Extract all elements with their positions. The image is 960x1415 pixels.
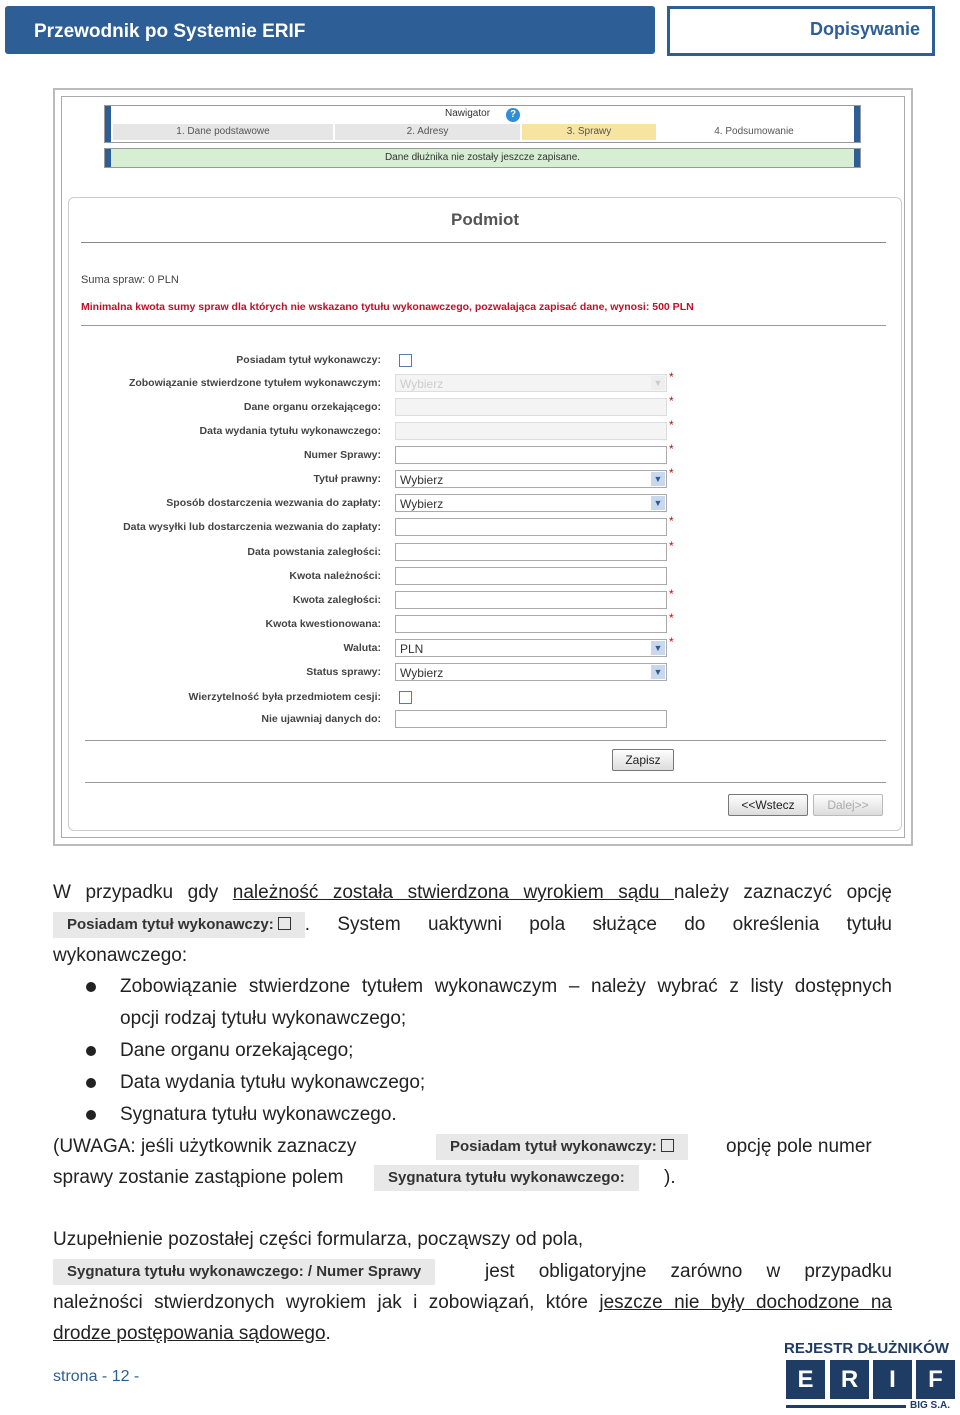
nav-step-dane-podstawowe[interactable]: 1. Dane podstawowe — [113, 124, 333, 140]
required-marker: * — [669, 370, 674, 384]
status-text: Dane dłużnika nie zostały jeszcze zapisane. — [384, 152, 581, 163]
guide-title: Przewodnik po Systemie ERIF — [34, 21, 306, 42]
minimum-amount-warning: Minimalna kwota sumy spraw dla których nie wskazano tytułu wykonawczego, pozwalająca zapisać dane, wynosi: 500 PLN — [81, 301, 694, 313]
paragraph-3-line-1: Uzupełnienie pozostałej części formularza, począwszy od pola, — [53, 1229, 584, 1250]
bullet-icon — [86, 982, 96, 992]
bullet-3: Data wydania tytułu wykonawczego; — [120, 1072, 426, 1093]
logo-letter-i: I — [873, 1360, 912, 1399]
form-window — [61, 96, 905, 838]
back-button[interactable]: <<Wstecz — [728, 794, 808, 816]
paragraph-3-line-3: należności stwierdzonych wyrokiem jak i zobowiązań, które jeszcze nie były dochodzone na — [53, 1292, 892, 1313]
row-data-wysylki: Data wysyłki lub dostarczenia wezwania do zapłaty: * — [69, 518, 901, 538]
paragraph-1-line-2: Posiadam tytuł wykonawczy: . System uaktywni pola służące do określenia tytułu — [53, 909, 892, 941]
divider — [81, 325, 886, 326]
checkbox-icon — [661, 1139, 674, 1152]
header-title-bar — [5, 6, 655, 54]
page-number: strona - 12 - — [53, 1368, 140, 1385]
logo-company: BIG S.A. — [910, 1400, 951, 1411]
row-zobowiazanie: Zobowiązanie stwierdzone tytułem wykonawczym: Wybierz ▼ * — [128, 370, 674, 391]
status-message — [104, 148, 861, 168]
numer-sprawy-input[interactable] — [395, 446, 667, 464]
logo-underline — [786, 1405, 906, 1408]
chevron-down-icon: ▼ — [651, 472, 665, 486]
nav-step-adresy[interactable]: 2. Adresy — [335, 124, 520, 140]
section-title: Dopisywanie — [809, 19, 920, 39]
paragraph-1-line-3: wykonawczego: — [53, 945, 188, 966]
chevron-down-icon: ▼ — [651, 641, 665, 655]
row-kwota-kwestionowana: Kwota kwestionowana: * — [69, 615, 901, 635]
required-marker: * — [669, 466, 674, 480]
bullet-1-line-1: Zobowiązanie stwierdzone tytułem wykonawczym – należy wybrać z listy dostępnych — [120, 976, 892, 997]
next-button[interactable]: Dalej>> — [813, 794, 883, 816]
row-data-wydania: Data wydania tytułu wykonawczego: * — [69, 422, 901, 442]
zobowiazanie-select[interactable]: Wybierz ▼ — [395, 374, 667, 392]
bullet-icon — [86, 1078, 96, 1088]
required-marker: * — [669, 635, 674, 649]
sygnatura-numer-chip: Sygnatura tytułu wykonawczego: / Numer Sprawy — [53, 1259, 435, 1285]
required-marker: * — [669, 514, 674, 528]
dane-organu-input[interactable] — [395, 398, 667, 416]
bullet-2: Dane organu orzekającego; — [120, 1040, 354, 1061]
row-sposob-dostarczenia: Sposób dostarczenia wezwania do zapłaty: Wybierz ▼ — [69, 494, 901, 514]
logo-title: REJESTR DŁUŻNIKÓW — [784, 1340, 949, 1357]
chevron-down-icon: ▼ — [651, 376, 665, 390]
row-waluta: Waluta: PLN ▼ * — [343, 635, 674, 656]
waluta-select[interactable]: PLN ▼ — [395, 639, 667, 657]
row-dane-organu: Dane organu orzekającego: * — [69, 398, 901, 418]
divider — [85, 782, 886, 783]
divider — [85, 740, 886, 741]
nav-step-podsumowanie[interactable]: 4. Podsumowanie — [658, 124, 850, 140]
row-posiadam-tytul: Posiadam tytuł wykonawczy: — [69, 351, 901, 371]
data-powstania-input[interactable] — [395, 543, 667, 561]
logo-letter-e: E — [786, 1360, 825, 1399]
bullet-1-line-2: opcji rodzaj tytułu wykonawczego; — [120, 1008, 407, 1029]
cesja-checkbox[interactable] — [399, 691, 412, 704]
paragraph-3-line-2: Sygnatura tytułu wykonawczego: / Numer Sprawy jest obligatoryjne zarówno w przypadku — [53, 1256, 892, 1288]
required-marker: * — [669, 611, 674, 625]
data-wydania-input[interactable] — [395, 422, 667, 440]
sum-of-cases: Suma spraw: 0 PLN — [81, 274, 179, 286]
sposob-dostarczenia-select[interactable]: Wybierz ▼ — [395, 494, 667, 512]
bullet-icon — [86, 1110, 96, 1120]
uwaga-line-2: sprawy zostanie zastąpione polem Sygnatura tytułu wykonawczego: ). — [53, 1162, 892, 1194]
row-kwota-naleznosci: Kwota należności: — [69, 567, 901, 587]
required-marker: * — [669, 442, 674, 456]
nav-step-sprawy[interactable]: 3. Sprawy — [522, 124, 656, 140]
podmiot-panel — [68, 197, 902, 831]
paragraph-3-line-4: drodze postępowania sądowego. — [53, 1323, 331, 1344]
logo-letter-r: R — [830, 1360, 869, 1399]
kwota-naleznosci-input[interactable] — [395, 567, 667, 585]
sygnatura-chip: Sygnatura tytułu wykonawczego: — [374, 1165, 639, 1191]
row-cesja: Wierzytelność była przedmiotem cesji: — [69, 688, 901, 708]
row-nie-ujawniaj: Nie ujawniaj danych do: — [69, 710, 901, 730]
data-wysylki-input[interactable] — [395, 518, 667, 536]
panel-title: Podmiot — [451, 210, 519, 229]
navigator-title: Nawigator — [445, 108, 491, 119]
row-kwota-zaleglosci: Kwota zaległości: * — [69, 591, 901, 611]
status-sprawy-select[interactable]: Wybierz ▼ — [395, 663, 667, 681]
help-icon[interactable]: ? — [506, 108, 520, 122]
save-button[interactable]: Zapisz — [612, 749, 674, 771]
chevron-down-icon: ▼ — [651, 665, 665, 679]
logo-letter-f: F — [916, 1360, 955, 1399]
checkbox-icon — [278, 917, 291, 930]
posiadam-tytul-checkbox[interactable] — [399, 354, 412, 367]
kwota-zaleglosci-input[interactable] — [395, 591, 667, 609]
kwota-kwestionowana-input[interactable] — [395, 615, 667, 633]
uwaga-line-1: (UWAGA: jeśli użytkownik zaznaczy Posiadam tytuł wykonawczy: opcję pole numer — [53, 1131, 892, 1163]
form-screenshot — [53, 88, 913, 846]
navigator-bar — [104, 105, 861, 143]
required-marker: * — [669, 394, 674, 408]
posiadam-chip-2: Posiadam tytuł wykonawczy: — [436, 1134, 688, 1160]
posiadam-chip: Posiadam tytuł wykonawczy: — [53, 912, 305, 938]
row-tytul-prawny: Tytuł prawny: Wybierz ▼ * — [313, 466, 674, 487]
row-numer-sprawy: Numer Sprawy: * — [69, 446, 901, 466]
row-status-sprawy: Status sprawy: Wybierz ▼ — [69, 663, 901, 683]
row-data-powstania: Data powstania zaległości: * — [69, 543, 901, 563]
tytul-prawny-select[interactable]: Wybierz ▼ — [395, 470, 667, 488]
bullet-4: Sygnatura tytułu wykonawczego. — [120, 1104, 397, 1125]
required-marker: * — [669, 587, 674, 601]
paragraph-1-line-1: W przypadku gdy należność została stwierdzona wyrokiem sądu należy zaznaczyć opcję — [53, 882, 892, 903]
section-box — [667, 6, 935, 56]
bullet-icon — [86, 1046, 96, 1056]
required-marker: * — [669, 539, 674, 553]
nie-ujawniaj-input[interactable] — [395, 710, 667, 728]
divider — [81, 242, 886, 243]
chevron-down-icon: ▼ — [651, 496, 665, 510]
required-marker: * — [669, 418, 674, 432]
